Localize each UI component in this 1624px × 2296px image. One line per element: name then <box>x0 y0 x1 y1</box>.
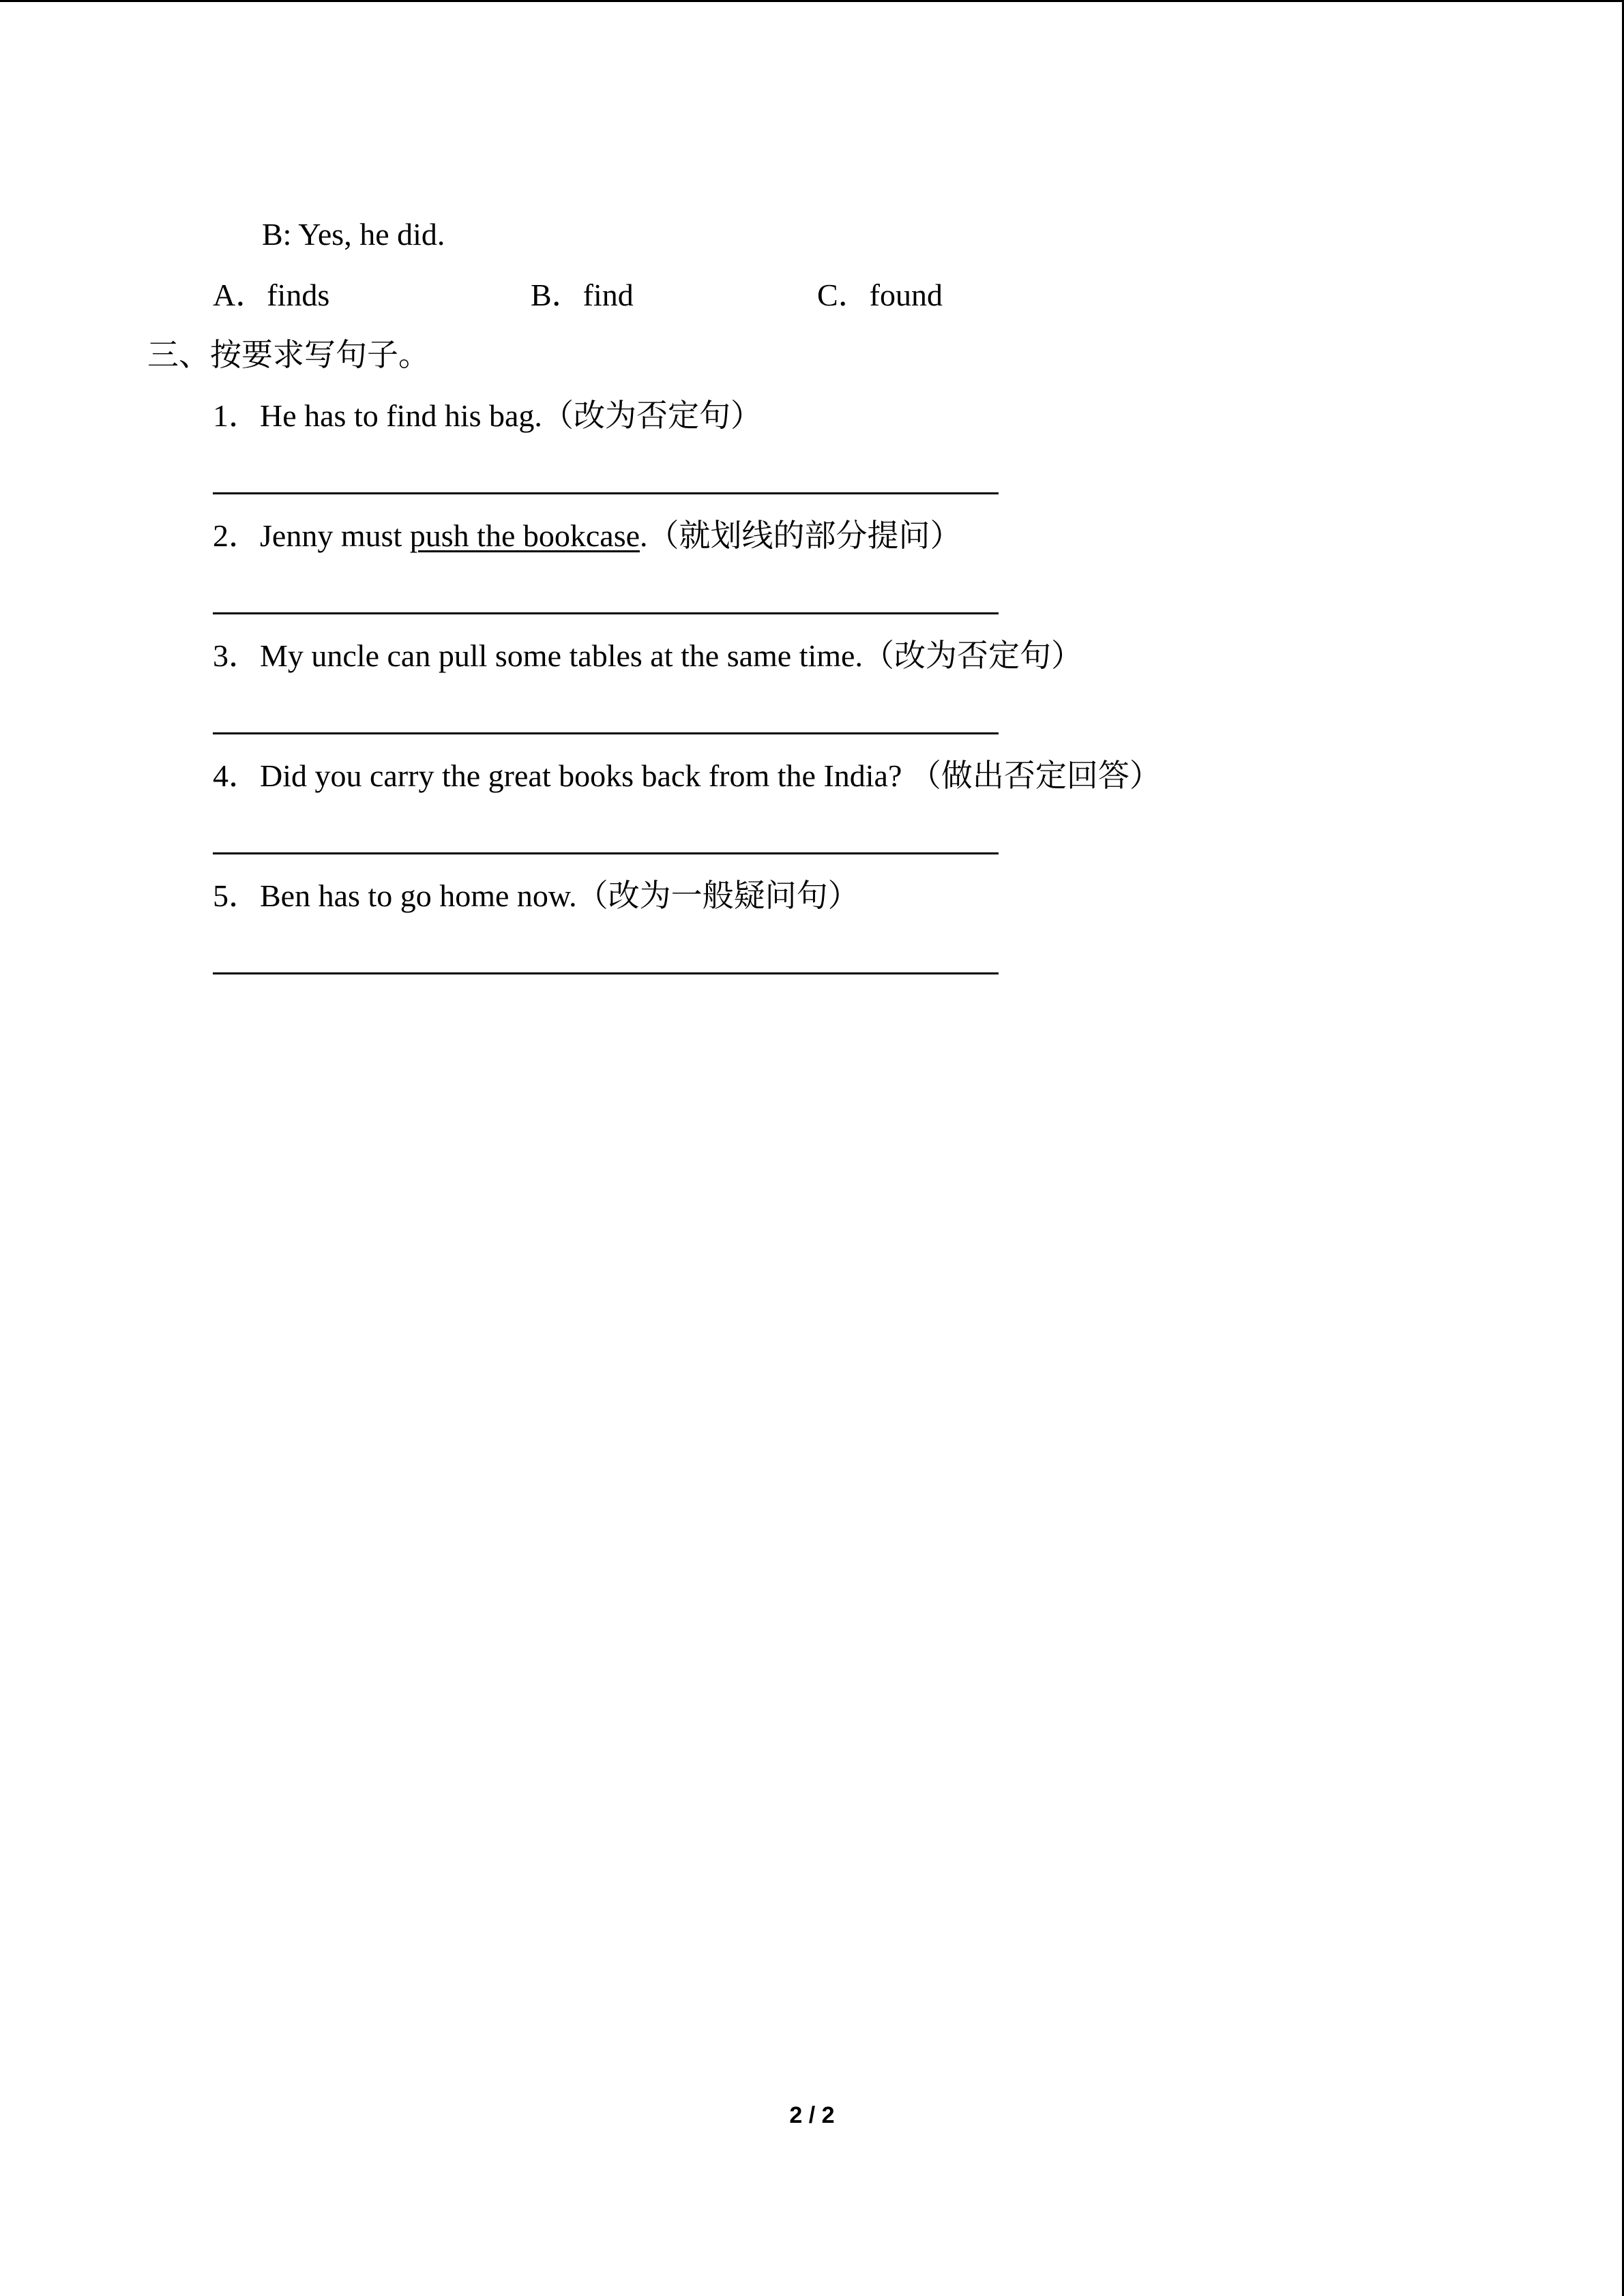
page-top-border <box>0 0 1624 2</box>
exercise-item-3 <box>213 637 1082 675</box>
exercise-item-5 <box>213 877 859 915</box>
item-sentence: He has to find his bag. <box>260 398 542 433</box>
item-sentence: Did you carry the great books back from the India? <box>260 758 902 793</box>
item-number: 2． <box>213 518 260 553</box>
item-number: 4． <box>213 758 260 793</box>
item-number: 3． <box>213 638 260 673</box>
underlined-phrase: push the bookcase <box>409 518 640 553</box>
item-instruction: （做出否定回答） <box>902 758 1161 793</box>
item-number: 1． <box>213 398 260 433</box>
answer-blank-3[interactable] <box>213 732 999 734</box>
item-instruction: （改为否定句） <box>862 638 1082 673</box>
exercise-item-1 <box>213 397 762 435</box>
answer-blank-4[interactable] <box>213 852 999 854</box>
choice-b: B．find <box>531 278 634 312</box>
item-number: 5． <box>213 878 260 913</box>
page-number: 2 / 2 <box>789 2102 835 2128</box>
item-sentence: Ben has to go home now. <box>260 878 577 913</box>
choice-a: A．finds <box>213 278 330 312</box>
answer-blank-1[interactable] <box>213 492 999 494</box>
item-sentence: My uncle can pull some tables at the same time. <box>260 638 863 673</box>
exercise-item-2 <box>213 517 962 555</box>
exercise-item-4 <box>213 757 1161 795</box>
item-instruction: （就划线的部分提问） <box>647 518 962 553</box>
section-heading: 三、按要求写句子。 <box>147 338 430 372</box>
answer-blank-5[interactable] <box>213 972 999 974</box>
choice-c: C．found <box>817 278 943 312</box>
answer-blank-2[interactable] <box>213 612 999 614</box>
item-instruction: （改为否定句） <box>542 398 762 433</box>
item-instruction: （改为一般疑问句） <box>576 878 859 913</box>
item-sentence-start: Jenny must <box>260 518 410 553</box>
dialogue-answer: B: Yes, he did. <box>262 217 445 252</box>
item-sentence-end: . <box>640 518 648 553</box>
